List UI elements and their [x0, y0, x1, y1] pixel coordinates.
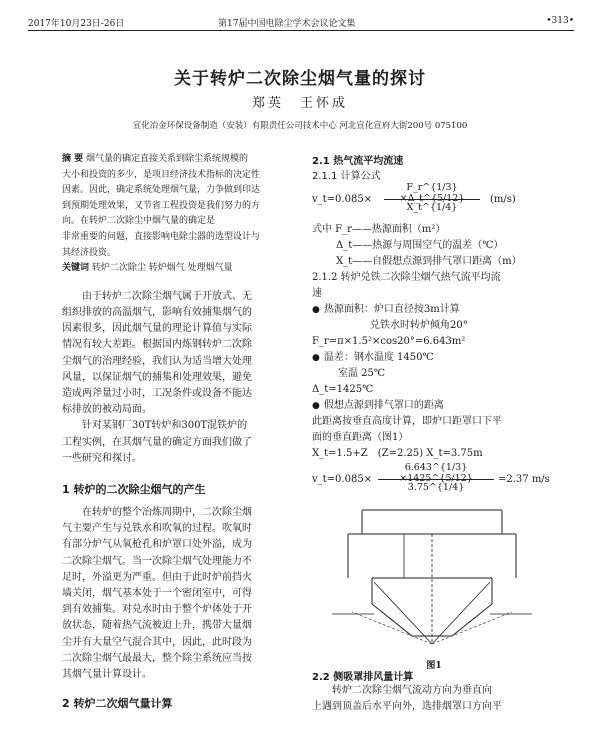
section-1-line: 其烟气量计算设计。: [62, 669, 152, 681]
case-line: 针对某钢厂30T转炉和300T混铁炉的: [82, 420, 248, 432]
formula-bar: [378, 479, 494, 480]
delta-t-line: Δ_t=1425℃: [312, 384, 374, 395]
where-line: Δ_t——热源与周围空气的温差（℃）: [336, 240, 504, 251]
abstract-label: 摘 要: [62, 154, 84, 164]
intro-line: 情况有较大差距。根据国内炼钢转炉二次除: [62, 339, 252, 351]
paper-title: 关于转炉二次除尘烟气量的探讨: [174, 69, 426, 89]
bullet-text: 热源面积：炉口直径按3m计算: [323, 304, 460, 315]
abstract-line: 因素。因此，确定系统处理烟气量，力争做到印达: [62, 185, 261, 196]
section-2-heading: 2 转炉二次烟气量计算: [62, 697, 173, 711]
section-1-heading: 1 转炉的二次除尘烟气的产生: [62, 482, 206, 496]
case-paragraph: [62, 418, 298, 467]
abstract-line: 烟气量的确定直接关系到除尘系统规模的: [86, 154, 249, 164]
abstract: [62, 152, 298, 261]
figure-caption: 图1: [426, 661, 442, 671]
section-2-1-2-line: 速: [312, 288, 322, 299]
section-2-1-heading: 2.1 热气流平均流速: [312, 156, 404, 167]
velocity-formula: [312, 182, 556, 222]
figure-1: [312, 504, 556, 671]
formula-numerator: 6.643^{1/3}×1425^{5/12}: [399, 462, 473, 484]
bullet-dot-icon: ●: [312, 353, 320, 363]
section-1-line: 墙关闭，烟气基本处于一个密闭室中，可得: [62, 588, 252, 599]
section-2-1-2-heading: [312, 270, 556, 302]
header-date: 2017年10月23日-26日: [28, 19, 125, 29]
formula-numerator: F_r^{1/3}×Δ_t^{5/12}: [399, 182, 465, 204]
tilt-line: 兑铁水时转炉倾角20°: [370, 320, 468, 331]
keywords-label: 关键词: [62, 263, 90, 274]
intro-paragraph: [62, 289, 298, 419]
section-1-line: 足时，外溢更为严重。但由于此时炉前挡火: [62, 571, 252, 583]
intro-line: 组织排放的高温烟气，影响有效捕集烟气的: [62, 306, 252, 318]
intro-line: 因素很多，因此烟气量的理论计算值与实际: [62, 323, 252, 335]
abstract-line: 其经济投资。: [62, 247, 117, 258]
left-column: [62, 152, 298, 711]
intro-line: 风量，以保证烟气的捕集和处理效果，避免: [62, 371, 252, 383]
formula-denominator: X_t^{1/4}: [406, 202, 458, 213]
bullet-heat-area: [312, 302, 556, 318]
intro-line: 造成两斧量过小时，工况条件或设备不能达: [62, 387, 252, 399]
header-proceedings: 第17届中国电除尘学术会议论文集: [218, 19, 356, 29]
bullet-text: 温差：钢水温度 1450℃: [323, 352, 434, 363]
right-column: [312, 152, 556, 715]
distance-line: 此距离按垂直高度计算，即炉口距罩口下平: [312, 416, 502, 427]
header-page-number: •313•: [546, 16, 574, 26]
formula-lhs: v_t=0.085×: [312, 474, 373, 485]
abstract-line: 大小和投资的多少，是项目经济技术指标的决定性: [62, 169, 261, 180]
section-2-2-line: 转炉二次除尘烟气流动方向为垂直向: [332, 685, 492, 696]
section-1-line: 尘并有大量空气混合其中，因此，此时段为: [62, 636, 252, 648]
intro-line: 由于转炉二次除尘烟气属于开放式、无: [82, 290, 252, 302]
where-line: X_t——自假想点源到排气罩口距离（m）: [336, 256, 522, 267]
abstract-line: 向。在转炉二次除尘中烟气量的确定是: [62, 216, 216, 227]
area-value-line: F_r=π×1.5²×cos20°=6.643m²: [312, 336, 466, 347]
section-2-2-line: 上遇到顶盖后水平向外，选排烟罩口方向平: [312, 701, 502, 713]
section-2-2-heading: 2.2 侧吸罩排风量计算: [312, 672, 414, 683]
case-line: 工程实例，在其烟气量的确定方面我们做了: [62, 436, 252, 448]
formula-denominator: 3.75^{1/4}: [407, 482, 465, 493]
keywords-text: 转炉二次除尘 转炉烟气 处理烟气量: [91, 263, 233, 274]
section-2-2-paragraph: [312, 683, 556, 715]
formula-lhs: v_t=0.085×: [312, 194, 373, 205]
intro-line: 标排放的被动局面。: [62, 404, 152, 416]
section-1-paragraph: [62, 505, 298, 683]
formula-result: =2.37 m/s: [498, 474, 550, 485]
bullet-text: 假想点源到排气罩口的距离: [323, 400, 444, 411]
formula-unit: (m/s): [490, 194, 516, 205]
section-1-line: 放状态，随着热气流被迫上升，携带大量烟: [62, 620, 252, 632]
section-1-line: 二次除尘烟气最最大，整个除尘系统应当按: [62, 652, 252, 664]
bullet-temp-diff: [312, 350, 556, 366]
case-line: 一些研究和探讨。: [62, 452, 142, 464]
bullet-dot-icon: ●: [312, 401, 320, 411]
section-2-1-2-line: 2.1.2 转炉兑铁二次除尘烟气热气流平均流: [312, 272, 501, 283]
bullet-distance: [312, 398, 556, 414]
formula-bar: [384, 199, 480, 200]
section-1-line: 在转炉的整个冶炼周期中，二次除尘烟: [82, 506, 252, 518]
xt-line: X_t=1.5+Z (Z=2.25) X_t=3.75m: [312, 448, 483, 459]
section-1-line: 有部分炉气从氧枪孔和炉罩口处外溢，成为: [62, 539, 252, 551]
where-line: 式中 F_r——热源面积（m²）: [312, 224, 446, 235]
section-1-line: 到有效捕集。对兑水时由于整个炉体处于开: [62, 604, 252, 616]
abstract-line: 到预期处理效果，又节省工程投资是我们努力的方: [62, 200, 261, 211]
running-header: [28, 14, 574, 31]
paper-authors: 郑英 王怀成: [251, 96, 348, 111]
abstract-line: 非常重要的问题，直接影响电除尘器的选型设计与: [62, 231, 261, 242]
bullet-dot-icon: ●: [312, 305, 320, 315]
intro-line: 尘烟气的治理经验，我们认为适当增大处理: [62, 355, 252, 367]
room-temp-line: 室温 25℃: [338, 368, 386, 379]
converter-hood-diagram: [312, 504, 556, 654]
section-2-1-1-heading: 2.1.1 计算公式: [312, 171, 381, 182]
section-1-line: 气主要产生与兑铁水和吹氧的过程。吹氧时: [62, 523, 252, 535]
section-1-line: 二次除尘烟气。当一次除尘烟气处理能力不: [62, 555, 252, 567]
distance-line: 面的垂直距离（图1）: [312, 432, 409, 443]
velocity-result-formula: [312, 462, 556, 504]
keywords: [62, 261, 298, 277]
paper-affiliation: 宣化冶金环保设备制造（安装）有限责任公司技术中心 河北宣化宣府大街200号 075100: [132, 121, 468, 131]
